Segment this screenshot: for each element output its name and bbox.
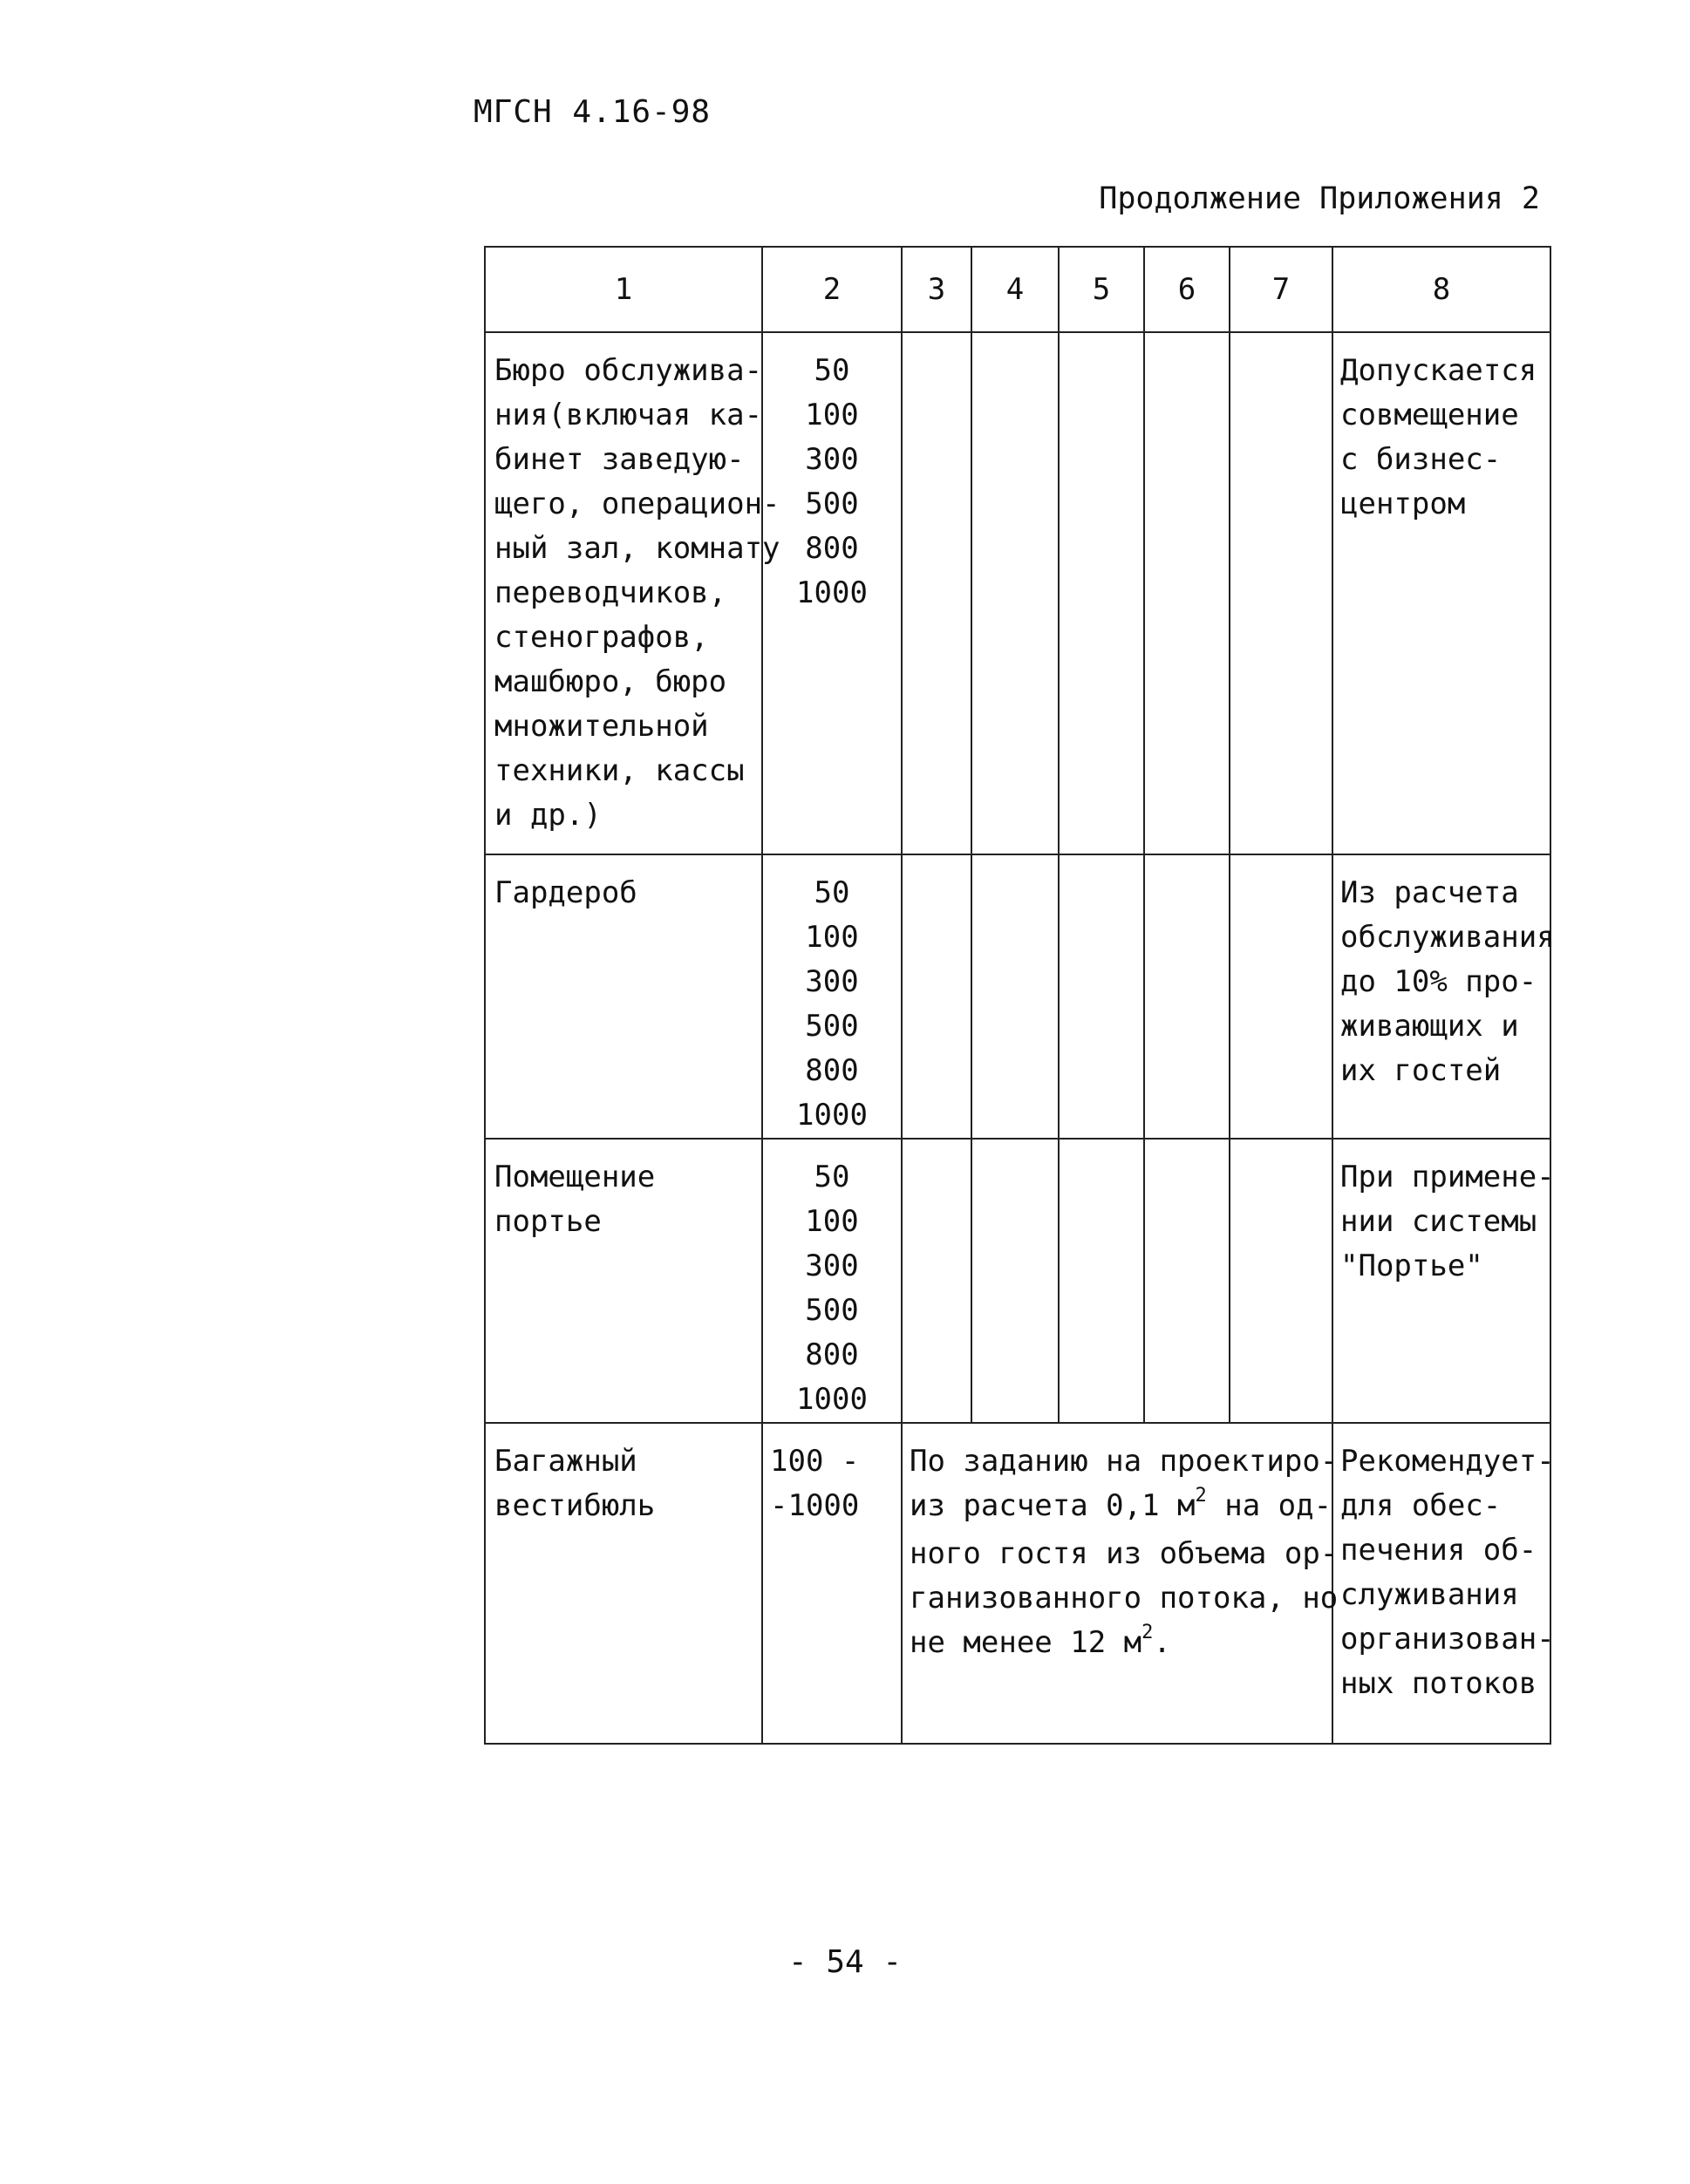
empty-cell (971, 854, 1059, 1139)
room-name-line: Гардероб (494, 875, 637, 910)
note-line: живающих и (1340, 1009, 1519, 1044)
capacity-value: 500 (805, 1293, 859, 1328)
room-name-line: стенографов, (494, 620, 709, 655)
empty-cell (971, 332, 1059, 854)
note-line: нии системы (1340, 1204, 1537, 1239)
note-line: их гостей (1340, 1053, 1502, 1088)
capacity-value: 1000 (796, 575, 868, 610)
note-line: организован- (1340, 1622, 1555, 1657)
column-header-3: 3 (902, 247, 971, 332)
capacity-value: 50 (814, 875, 850, 910)
requirement-text: из расчета 0,1 м (910, 1488, 1196, 1523)
empty-cell (1059, 332, 1144, 854)
capacity-values-cell (762, 1139, 902, 1423)
requirement-line: ного гостя из объема ор- (910, 1536, 1339, 1571)
note-cell (1332, 854, 1555, 1139)
capacity-values-cell (762, 854, 902, 1139)
capacity-value: 100 (805, 920, 859, 955)
room-name-line: переводчиков, (494, 575, 727, 610)
superscript: 2 (1141, 1622, 1154, 1643)
note-cell (1332, 1423, 1555, 1744)
capacity-value: 1000 (796, 1098, 868, 1133)
note-line: обслуживания (1340, 920, 1555, 955)
room-name-line: машбюро, бюро (494, 664, 727, 699)
column-header-8: 8 (1332, 247, 1550, 332)
note-line: центром (1340, 486, 1466, 521)
empty-cell (1144, 332, 1230, 854)
note-line: ных потоков (1340, 1666, 1537, 1701)
empty-cell (902, 854, 971, 1139)
table-row-porter-room (485, 1139, 1550, 1423)
note-line: для обес- (1340, 1488, 1502, 1523)
empty-cell (1230, 854, 1332, 1139)
capacity-value: 500 (805, 1009, 859, 1044)
note-line: с бизнес- (1340, 442, 1502, 477)
note-line: Рекомендует- (1340, 1444, 1555, 1479)
document-code: МГСН 4.16-98 (474, 94, 712, 130)
capacity-value: 800 (805, 531, 859, 566)
table-row-cloakroom (485, 854, 1550, 1139)
room-name-line: множительной (494, 709, 709, 744)
column-header-7: 7 (1230, 247, 1332, 332)
appendix-continuation-label: Продолжение Приложения 2 (1099, 181, 1540, 216)
room-name-line: ный зал, комнату (494, 531, 780, 566)
column-header-1: 1 (485, 247, 762, 332)
empty-cell (902, 332, 971, 854)
column-header-6: 6 (1144, 247, 1230, 332)
capacity-value: 50 (814, 353, 850, 388)
note-line: совмещение (1340, 398, 1519, 432)
capacity-value: -1000 (770, 1488, 860, 1523)
empty-cell (902, 1139, 971, 1423)
room-name-line: ния(включая ка- (494, 398, 763, 432)
requirement-text: на од- (1206, 1488, 1332, 1523)
merged-requirement-cell (902, 1423, 1339, 1744)
column-header-2: 2 (762, 247, 902, 332)
room-name-line: вестибюль (494, 1488, 656, 1523)
room-name-line: Багажный (494, 1444, 637, 1479)
column-header-5: 5 (1059, 247, 1144, 332)
appendix-table (484, 246, 1555, 1745)
note-line: Допускается (1340, 353, 1537, 388)
room-name-line: портье (494, 1204, 602, 1239)
table-row-service-bureau (485, 332, 1550, 854)
capacity-value: 500 (805, 486, 859, 521)
superscript: 2 (1195, 1485, 1207, 1507)
empty-cell (1230, 332, 1332, 854)
capacity-value: 800 (805, 1053, 859, 1088)
empty-cell (1144, 854, 1230, 1139)
note-line: Из расчета (1340, 875, 1519, 910)
room-name-line: Помещение (494, 1160, 656, 1194)
capacity-values-cell (762, 1423, 902, 1744)
capacity-value: 100 (805, 398, 859, 432)
note-cell (1332, 1139, 1555, 1423)
table-row-luggage-lobby (485, 1423, 1550, 1744)
requirement-line: По заданию на проектиро- (910, 1444, 1339, 1479)
room-name-cell (485, 1139, 762, 1423)
note-line: "Портье" (1340, 1248, 1483, 1283)
empty-cell (971, 1139, 1059, 1423)
empty-cell (1144, 1139, 1230, 1423)
capacity-value: 50 (814, 1160, 850, 1194)
note-line: до 10% про- (1340, 964, 1537, 999)
page-number: - 54 - (787, 1944, 903, 1980)
capacity-value: 100 - (770, 1444, 860, 1479)
room-name-line: и др.) (494, 798, 602, 833)
note-cell (1332, 332, 1550, 854)
column-header-4: 4 (971, 247, 1059, 332)
capacity-value: 800 (805, 1337, 859, 1372)
requirement-text: не менее 12 м (910, 1625, 1142, 1660)
capacity-value: 300 (805, 964, 859, 999)
room-name-cell (485, 332, 780, 854)
room-name-line: Бюро обслужива- (494, 353, 763, 388)
capacity-value: 100 (805, 1204, 859, 1239)
empty-cell (1230, 1139, 1332, 1423)
note-line: служивания (1340, 1577, 1519, 1612)
capacity-value: 300 (805, 442, 859, 477)
room-name-line: щего, операцион- (494, 486, 780, 521)
empty-cell (1059, 854, 1144, 1139)
capacity-value: 300 (805, 1248, 859, 1283)
room-name-line: техники, кассы (494, 753, 745, 788)
empty-cell (1059, 1139, 1144, 1423)
capacity-value: 1000 (796, 1382, 868, 1417)
column-number-row (485, 247, 1550, 332)
requirement-line (910, 1484, 1332, 1532)
requirement-line: ганизованного потока, но (910, 1581, 1339, 1616)
note-line: печения об- (1340, 1533, 1537, 1568)
room-name-cell (485, 854, 762, 1139)
room-name-cell (485, 1423, 762, 1744)
capacity-values-cell (762, 332, 902, 854)
requirement-text: . (1153, 1625, 1171, 1660)
room-name-line: бинет заведую- (494, 442, 745, 477)
note-line: При примене- (1340, 1160, 1555, 1194)
requirement-line (910, 1621, 1332, 1669)
